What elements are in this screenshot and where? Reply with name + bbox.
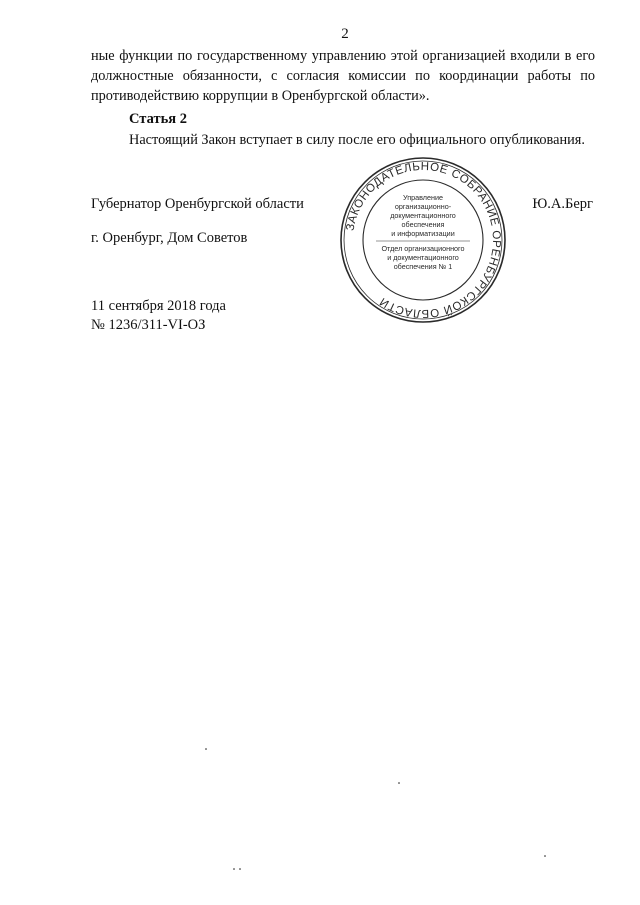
paragraph-2: Настоящий Закон вступает в силу после его официального опубликования. bbox=[129, 132, 585, 148]
seal-inner-line: документационного bbox=[390, 211, 456, 220]
seal-inner-line: Управление bbox=[403, 193, 443, 202]
official-seal bbox=[338, 155, 508, 325]
place: г. Оренбург, Дом Советов bbox=[91, 230, 248, 246]
date: 11 сентября 2018 года bbox=[91, 298, 226, 314]
signature-name: Ю.А.Берг bbox=[532, 196, 593, 212]
article-heading: Статья 2 bbox=[129, 111, 187, 127]
scan-speck bbox=[205, 748, 207, 750]
seal-inner-line: Отдел организационного bbox=[381, 244, 465, 253]
page-number: 2 bbox=[341, 26, 349, 42]
seal-inner-line: обеспечения № 1 bbox=[393, 262, 453, 271]
seal-ring-text: ЗАКОНОДАТЕЛЬНОЕ СОБРАНИЕ ОРЕНБУРГСКОЙ ОБЛАСТИ bbox=[344, 160, 503, 320]
scan-speck bbox=[544, 855, 546, 857]
seal-inner-line: и документационного bbox=[387, 253, 459, 262]
scan-speck bbox=[398, 782, 400, 784]
document-number: № 1236/311-VI-ОЗ bbox=[91, 317, 206, 333]
svg-text:ЗАКОНОДАТЕЛЬНОЕ СОБРАНИЕ ОРЕНБ bbox=[345, 161, 503, 319]
paragraph-1: ные функции по государственному управлению этой организацией входили в его должностные обязанности, с согласия комиссии по координации работы по противодействию коррупции в Оренбургской области». bbox=[91, 48, 595, 104]
seal-inner-line: организационно- bbox=[394, 202, 452, 211]
seal-inner-line: обеспечения bbox=[401, 220, 445, 229]
scan-speck bbox=[239, 868, 241, 870]
scan-speck bbox=[233, 868, 235, 870]
signature-title: Губернатор Оренбургской области bbox=[91, 196, 304, 212]
seal-inner-line: и информатизации bbox=[391, 229, 455, 238]
